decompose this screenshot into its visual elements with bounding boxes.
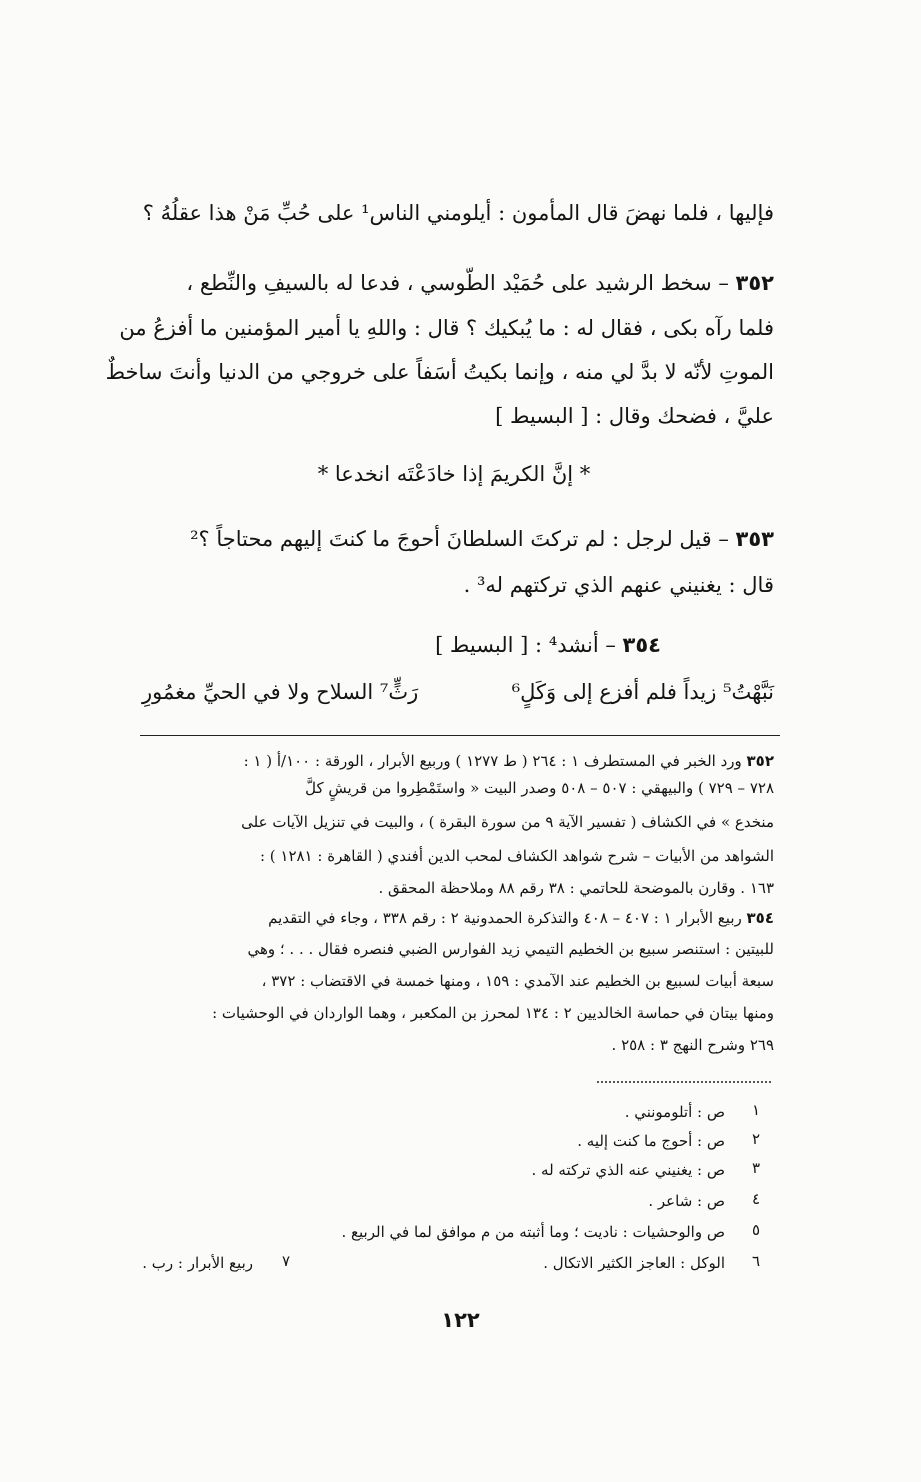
text-divider — [140, 735, 780, 736]
entry-text: – أنشد⁴ : [ البسيط ] — [435, 633, 616, 657]
verse-second-half: رَثٍّ⁷ السلاح ولا في الحيِّ مغمُورِ — [142, 680, 419, 704]
entry-number: ٣٥٤ — [622, 633, 661, 657]
footnote-number: ٥ — [751, 1221, 761, 1239]
entry-353-line: قال : يغنيني عنهم الذي تركتهم له³ . — [463, 573, 774, 597]
entry-352-line — [134, 268, 774, 298]
commentary-number: ٣٥٤ — [746, 909, 774, 927]
page-number: ١٢٢ — [441, 1308, 480, 1332]
verse-first-half: نَبَّهْتُ⁵ زيداً فلم أفزع إلى وَكَلٍ⁶ — [511, 680, 774, 704]
commentary-352-line: ٧٢٨ – ٧٢٩ ) والبيهقي : ٥٠٧ – ٥٠٨ وصدر البيت « واستَمْطِروا من قريشٍ كلَّ — [305, 779, 774, 797]
footnote-text: ص والوحشيات : ناديت ؛ وما أثبته من م موافق لما في الربيع . — [341, 1223, 725, 1241]
commentary-352-line: الشواهد من الأبيات – شرح شواهد الكشاف لمحب الدين أفندي ( القاهرة : ١٢٨١ ) : — [259, 847, 774, 865]
footnote-number: ١ — [751, 1101, 761, 1119]
entry-number: ٣٥٣ — [735, 527, 774, 551]
commentary-number: ٣٥٢ — [746, 752, 774, 770]
footnote-text: ص : أتلومونني . — [624, 1103, 725, 1121]
footnote-text: ربيع الأبرار : رب . — [142, 1254, 253, 1272]
entry-text: – قيل لرجل : لم تركتَ السلطانَ أحوجَ ما كنتَ إليهم محتاجاً ؟² — [190, 527, 729, 551]
footnote-number: ٧ — [281, 1252, 291, 1270]
footnote-text: ص : يغنيني عنه الذي تركته له . — [531, 1161, 725, 1179]
entry-353-line — [134, 524, 774, 554]
entry-text: – سخط الرشيد على حُمَيْد الطّوسي ، فدعا له بالسيفِ والنِّطع ، — [186, 271, 729, 295]
entry-number: ٣٥٢ — [735, 271, 774, 295]
commentary-352-line: منخدع » في الكشاف ( تفسير الآية ٩ من سورة البقرة ) ، والبيت في تنزيل الآيات على — [241, 813, 774, 831]
footnote-separator — [597, 1081, 771, 1083]
commentary-text: ربيع الأبرار ١ : ٤٠٧ – ٤٠٨ والتذكرة الحمدونية ٢ : رقم ٣٣٨ ، وجاء في التقديم — [268, 909, 742, 927]
entry-352-line: فلما رآه بكى ، فقال له : ما يُبكيك ؟ قال : واللهِ يا أمير المؤمنين ما أفزعُ من — [119, 316, 774, 340]
entry-352-line: عليَّ ، فضحك وقال : [ البسيط ] — [495, 404, 774, 428]
entry-352-line: الموتِ لأنّه لا بدَّ لي منه ، وإنما بكيتُ أسَفاً على خروجي من الدنيا وأنتَ ساخطٌ — [105, 360, 774, 384]
footnote-number: ٢ — [751, 1130, 761, 1148]
footnote-text: الوكل : العاجز الكثير الاتكال . — [543, 1254, 725, 1272]
footnote-number: ٤ — [751, 1190, 761, 1208]
footnote-number: ٣ — [751, 1159, 761, 1177]
commentary-text: ورد الخبر في المستطرف ١ : ٢٦٤ ( ط ١٢٧٧ ) وربيع الأبرار ، الورقة : ١٠٠/أ ( ١ : — [243, 752, 742, 770]
verse-line: * إنَّ الكريمَ إذا خادَعْتَه انخدعا * — [317, 462, 591, 486]
commentary-354-line: سبعة أبيات لسبيع بن الخطيم عند الآمدي : ١٥٩ ، ومنها خمسة في الاقتضاب : ٣٧٢ ، — [261, 972, 774, 990]
entry-354-line — [435, 630, 661, 660]
commentary-354-line: ٢٦٩ وشرح النهج ٣ : ٢٥٨ . — [611, 1036, 774, 1054]
main-text-line: فإليها ، فلما نهضَ قال المأمون : أيلومني الناس¹ على حُبِّ مَنْ هذا عقلُهُ ؟ — [142, 201, 774, 225]
commentary-352-line — [134, 750, 774, 772]
footnote-text: ص : شاعر . — [648, 1192, 725, 1210]
commentary-352-line: ١٦٣ . وقارن بالموضحة للحاتمي : ٣٨ رقم ٨٨ وملاحظة المحقق . — [378, 879, 774, 897]
commentary-354-line: للبيتين : استنصر سبيع بن الخطيم التيمي زيد الفوارس الضبي فنصره فقال . . . ؛ وهي — [247, 940, 774, 958]
footnote-text: ص : أحوج ما كنت إليه . — [577, 1132, 725, 1150]
commentary-354-line: ومنها بيتان في حماسة الخالديين ٢ : ١٣٤ لمحرز بن المكعبر ، وهما الواردان في الوحشيات : — [212, 1004, 774, 1022]
footnote-number: ٦ — [751, 1252, 761, 1270]
commentary-354-line — [134, 907, 774, 929]
